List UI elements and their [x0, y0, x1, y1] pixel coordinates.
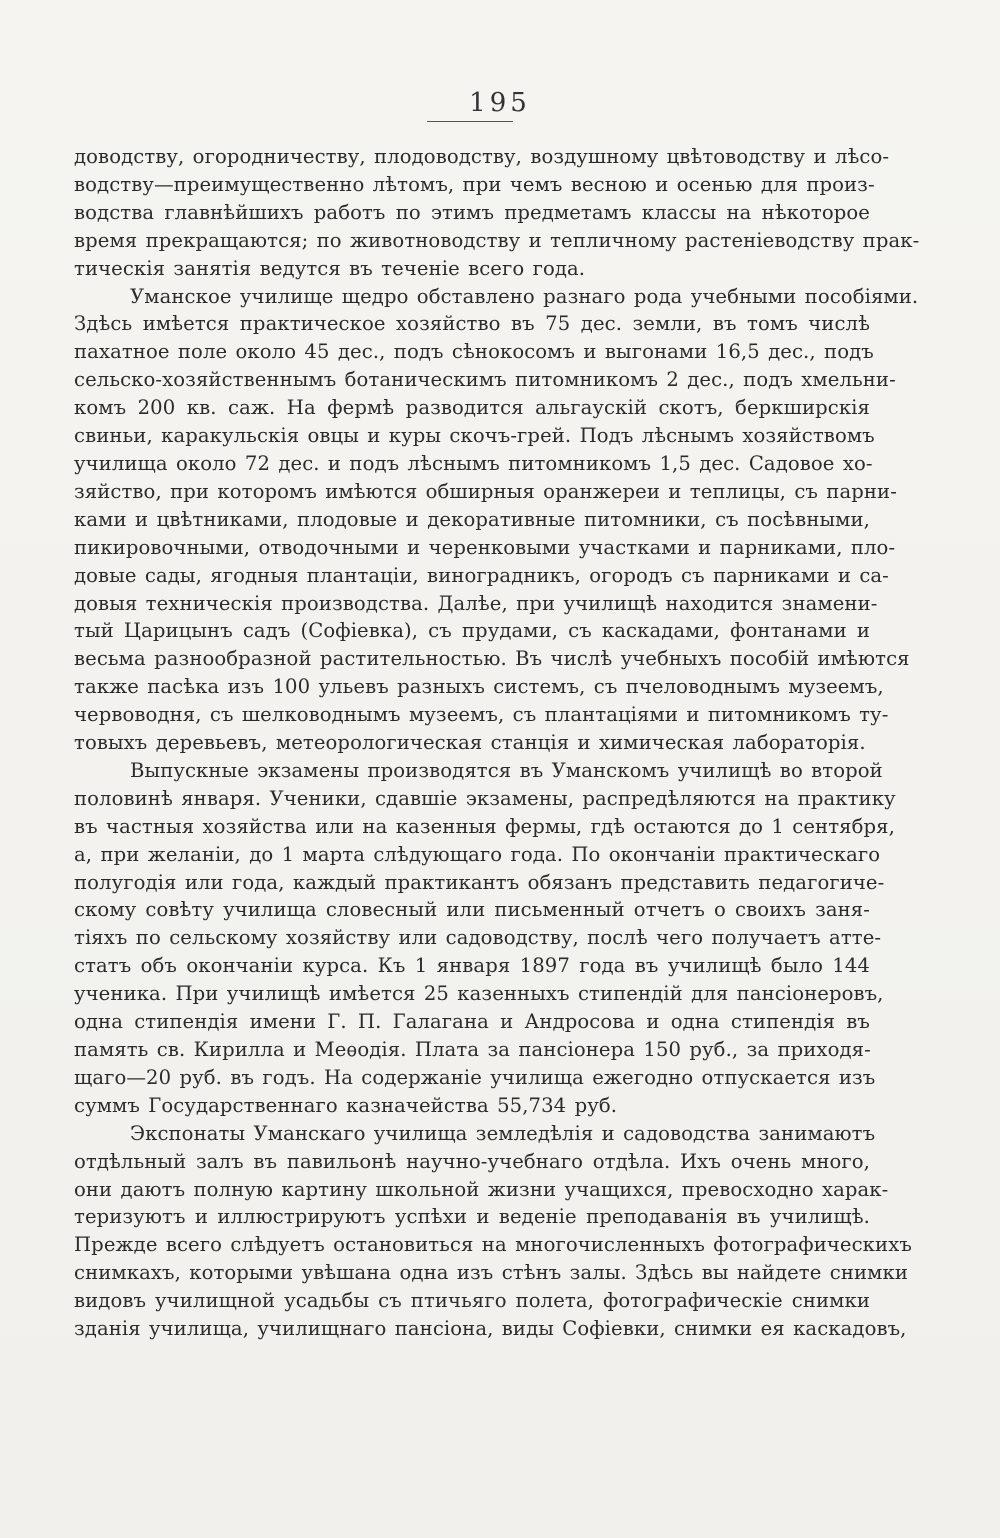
text-line: а, при желаніи, до 1 марта слѣдующаго года. По окончаніи практическаго — [74, 842, 881, 866]
text-line: ученика. При училищѣ имѣется 25 казенныхъ стипендій для пансіонеровъ, — [74, 982, 884, 1006]
text-line: щаго—20 руб. въ годъ. На содержаніе училища ежегодно отпускается изъ — [74, 1065, 876, 1089]
text-line: комъ 200 кв. саж. На фермѣ разводится альгаускій скотъ, беркширскія — [74, 396, 870, 420]
text-line: товыхъ деревьевъ, метеорологическая станція и химическая лабораторія. — [74, 731, 866, 755]
text-line: тіяхъ по сельскому хозяйству или садоводству, послѣ чего получаетъ атте- — [74, 926, 882, 950]
text-line: Прежде всего слѣдуетъ остановиться на многочисленныхъ фотографическихъ — [74, 1233, 912, 1257]
text-line: Выпускные экзамены производятся въ Уманскомъ училищѣ во второй — [130, 758, 883, 782]
text-line: также пасѣка изъ 100 ульевъ разныхъ системъ, съ пчеловоднымъ музеемъ, — [74, 675, 884, 699]
paragraph — [74, 283, 919, 757]
text-line: видовъ училищной усадьбы съ птичьяго полета, фотографическіе снимки — [74, 1289, 870, 1313]
text-line: водства главнѣйшихъ работъ по этимъ предметамъ классы на нѣкоторое — [74, 200, 870, 224]
text-line: пахатное поле около 45 дес., подъ сѣнокосомъ и выгонами 16,5 дес., подъ — [74, 340, 874, 364]
text-line: тый Царицынъ садъ (Софіевка), съ прудами, съ каскадами, фонтанами и — [74, 619, 870, 643]
text-line: они даютъ полную картину школьной жизни учащихся, превосходно харак- — [74, 1177, 889, 1201]
text-line: довые сады, ягодныя плантаціи, виноградникъ, огородъ съ парниками и са- — [74, 563, 889, 587]
body-text — [74, 143, 920, 1343]
text-line: ками и цвѣтниками, плодовые и декоративные питомники, съ посѣвными, — [74, 507, 870, 531]
text-line: зданія училища, училищнаго пансіона, виды Софіевки, снимки ея каскадовъ, — [74, 1317, 907, 1341]
text-line: отдѣльный залъ въ павильонѣ научно-учебнаго отдѣла. Ихъ очень много, — [74, 1149, 870, 1173]
text-line: Уманское училище щедро обставлено разнаго рода учебными пособіями. — [130, 284, 919, 308]
text-line: доводству, огородничеству, плодоводству, воздушному цвѣтоводству и лѣсо- — [74, 145, 890, 168]
text-line: водству—преимущественно лѣтомъ, при чемъ весною и осенью для произ- — [74, 172, 875, 196]
text-line: свиньи, каракульскія овцы и куры скочъ-грей. Подъ лѣснымъ хозяйствомъ — [74, 424, 875, 448]
text-line: тическія занятія ведутся въ теченіе всего года. — [74, 256, 586, 280]
text-line: училища около 72 дес. и подъ лѣснымъ питомникомъ 1,5 дес. Садовое хо- — [74, 451, 873, 475]
text-line: пикировочными, отводочными и черенковыми участками и парниками, пло- — [74, 535, 896, 559]
text-line: теризуютъ и иллюстрируютъ успѣхи и веденіе преподаванія въ училищѣ. — [74, 1205, 870, 1229]
paragraph — [74, 1120, 912, 1343]
page-number: 195 — [469, 88, 531, 118]
text-line: скому совѣту училища словесный или письменный отчетъ о своихъ заня- — [74, 898, 870, 922]
text-line: Здѣсь имѣется практическое хозяйство въ 75 дес. земли, въ томъ числѣ — [74, 312, 870, 336]
text-line: сельско-хозяйственнымъ ботаническимъ питомникомъ 2 дес., подъ хмельни- — [74, 368, 896, 392]
paragraph — [74, 757, 896, 1120]
text-line: зяйство, при которомъ имѣются обширныя оранжереи и теплицы, съ парни- — [74, 479, 897, 503]
text-line: статъ объ окончаніи курса. Къ 1 января 1897 года въ училищѣ было 144 — [74, 954, 870, 978]
text-line: червоводня, съ шелководнымъ музеемъ, съ плантаціями и питомникомъ ту- — [74, 703, 889, 727]
text-line: въ частныя хозяйства или на казенныя фермы, гдѣ остаются до 1 сентября, — [74, 814, 895, 838]
text-line: весьма разнообразной растительностью. Въ числѣ учебныхъ пособій имѣются — [74, 647, 910, 671]
text-line: Экспонаты Уманскаго училища земледѣлія и садоводства занимаютъ — [130, 1121, 876, 1145]
page-number-rule — [427, 121, 513, 122]
text-line: довыя техническія производства. Далѣе, при училищѣ находится знамени- — [74, 591, 878, 615]
paragraph — [74, 143, 920, 283]
text-line: время прекращаются; по животноводству и тепличному растеніеводству прак- — [74, 228, 920, 252]
text-line: суммъ Государственнаго казначейства 55,734 руб. — [74, 1093, 618, 1117]
text-line: снимкахъ, которыми увѣшана одна изъ стѣнъ залы. Здѣсь вы найдете снимки — [74, 1261, 909, 1285]
text-line: половинѣ января. Ученики, сдавшіе экзамены, распредѣляются на практику — [74, 786, 896, 810]
text-line: полугодія или года, каждый практикантъ обязанъ представить педагогиче- — [74, 870, 885, 894]
text-line: память св. Кирилла и Меѳодія. Плата за пансіонера 150 руб., за приходя- — [74, 1038, 871, 1061]
text-line: одна стипендія имени Г. П. Галагана и Андросова и одна стипендія въ — [74, 1010, 870, 1034]
